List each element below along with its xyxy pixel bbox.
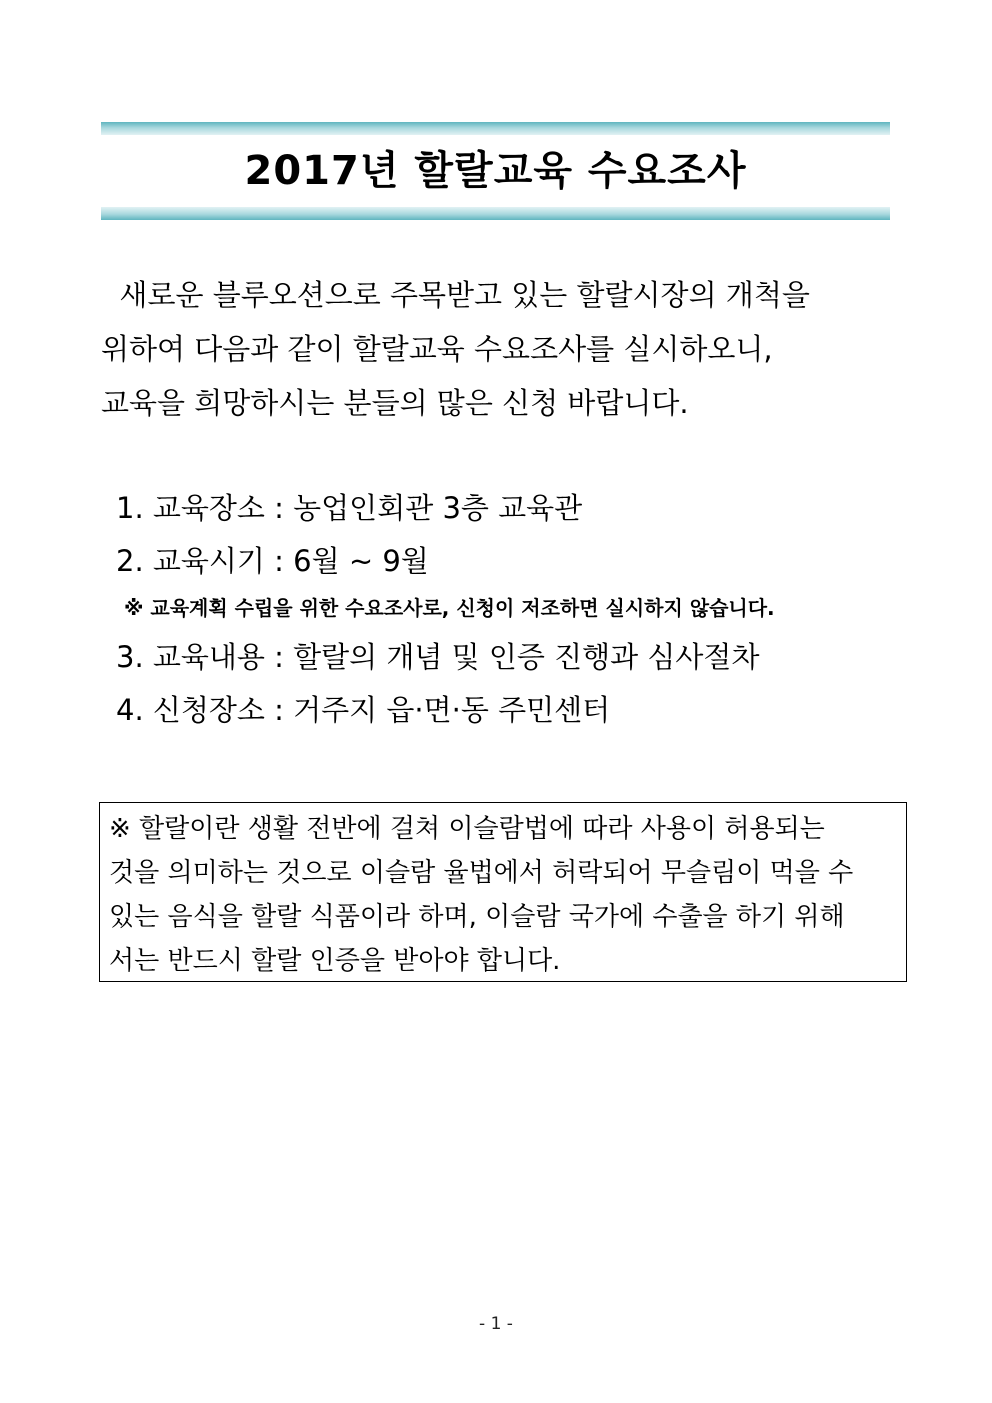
intro-line-2: 위하여 다음과 같이 할랄교육 수요조사를 실시하오니, bbox=[101, 332, 773, 366]
info-item-period: 2. 교육시기 : 6월 ~ 9월 bbox=[116, 544, 429, 578]
title-banner bbox=[101, 122, 890, 220]
info-note: ※ 교육계획 수립을 위한 수요조사로, 신청이 저조하면 실시하지 않습니다. bbox=[124, 596, 775, 620]
halal-definition-box bbox=[99, 802, 907, 982]
document-title: 2017년 할랄교육 수요조사 bbox=[244, 148, 747, 194]
info-item-content: 3. 교육내용 : 할랄의 개념 및 인증 진행과 심사절차 bbox=[116, 640, 760, 674]
title-top-rule bbox=[101, 122, 890, 135]
info-item-application-place: 4. 신청장소 : 거주지 읍·면·동 주민센터 bbox=[116, 693, 611, 727]
title-bottom-rule bbox=[101, 207, 890, 220]
intro-line-1: 새로운 블루오션으로 주목받고 있는 할랄시장의 개척을 bbox=[101, 278, 810, 312]
page-number: - 1 - bbox=[479, 1314, 513, 1334]
box-line-3: 있는 음식을 할랄 식품이라 하며, 이슬람 국가에 수출을 하기 위해 bbox=[109, 902, 845, 932]
intro-paragraph bbox=[101, 268, 901, 430]
info-item-location: 1. 교육장소 : 농업인회관 3층 교육관 bbox=[116, 491, 583, 525]
box-line-2: 것을 의미하는 것으로 이슬람 율법에서 허락되어 무슬림이 먹을 수 bbox=[109, 858, 854, 888]
intro-line-3: 교육을 희망하시는 분들의 많은 신청 바랍니다. bbox=[101, 386, 689, 420]
box-line-4: 서는 반드시 할랄 인증을 받아야 합니다. bbox=[109, 946, 561, 976]
box-line-1: ※ 할랄이란 생활 전반에 걸쳐 이슬람법에 따라 사용이 허용되는 bbox=[109, 814, 825, 844]
